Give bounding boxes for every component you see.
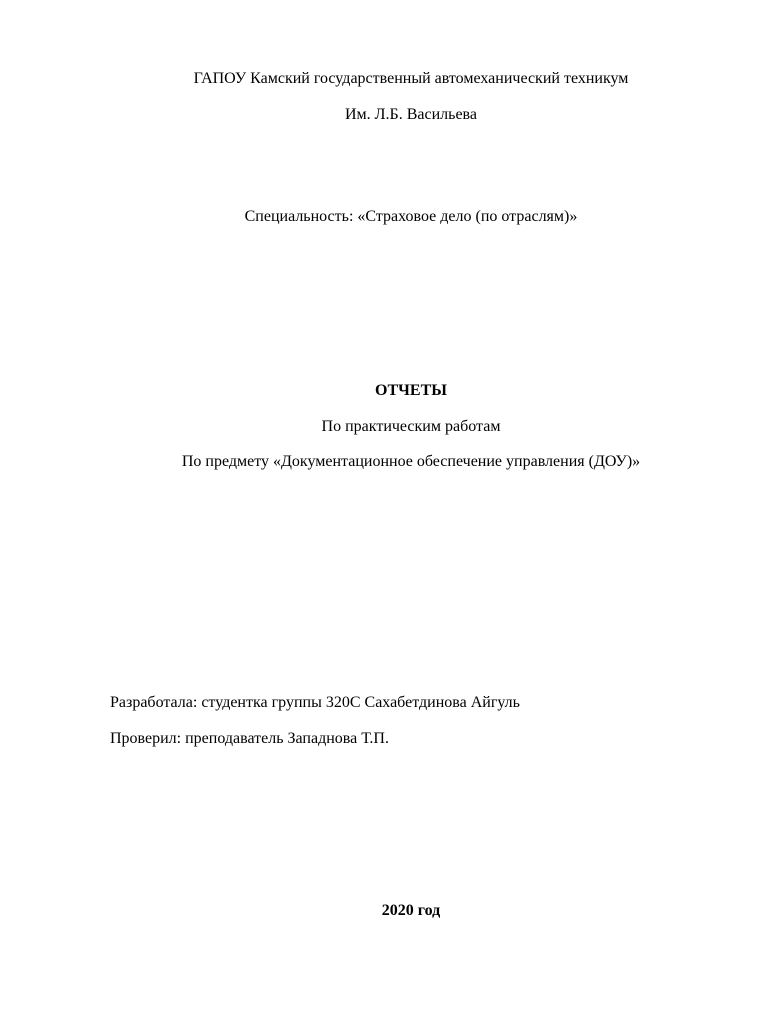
report-subject: По предмету «Документационное обеспечение управления (ДОУ)» <box>181 453 641 470</box>
year-line: 2020 год <box>381 902 441 919</box>
institution-name: ГАПОУ Камский государственный автомеханический техникум <box>193 70 629 87</box>
report-subtitle: По практическим работам <box>321 418 501 435</box>
checked-by-line: Проверил: преподаватель Западнова Т.П. <box>110 730 389 747</box>
report-title: ОТЧЕТЫ <box>375 382 447 399</box>
developed-by-line: Разработала: студентка группы 320С Сахабетдинова Айгуль <box>110 694 520 711</box>
specialty-line: Специальность: «Страховое дело (по отраслям)» <box>244 208 578 225</box>
institution-named-after: Им. Л.Б. Васильева <box>345 106 477 123</box>
